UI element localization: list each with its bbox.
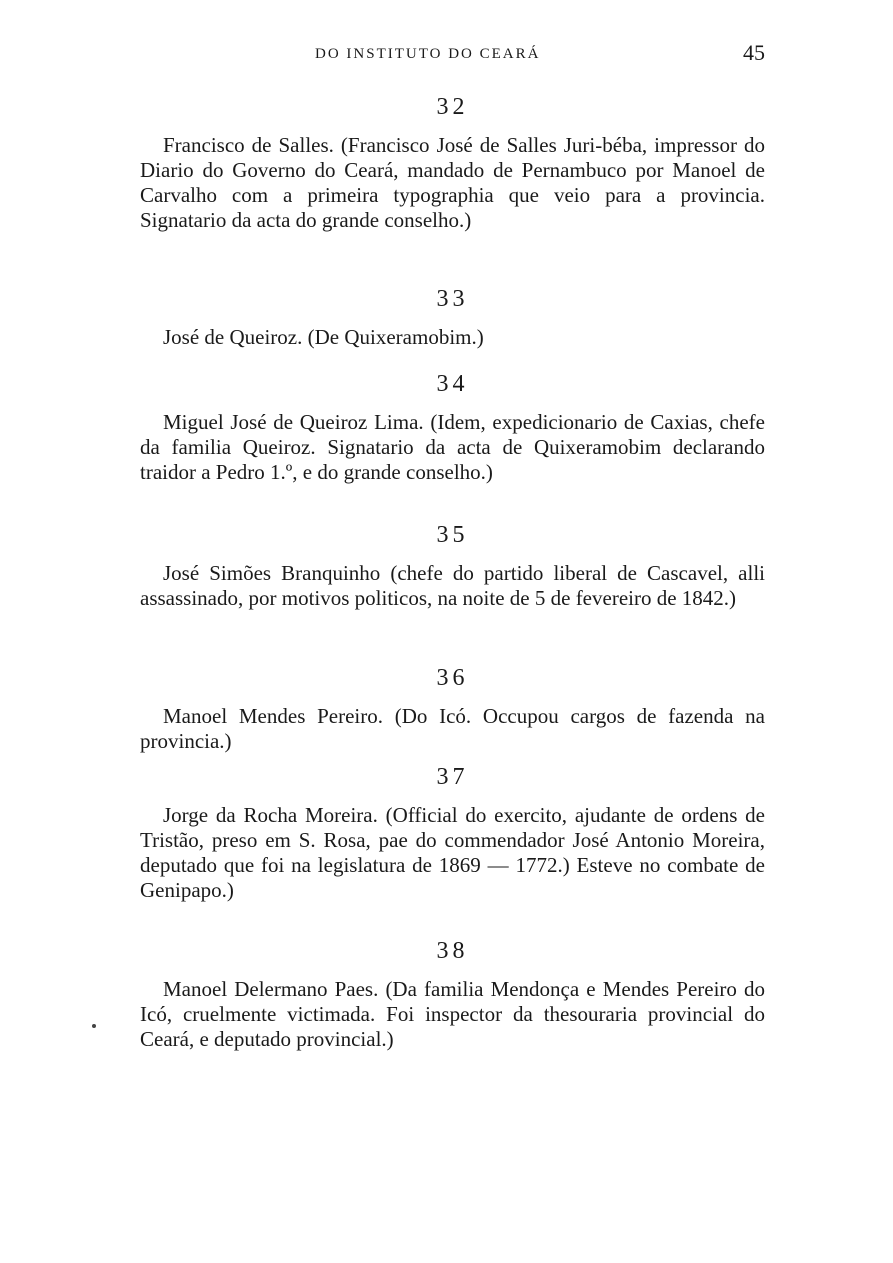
entry-33 <box>140 285 765 350</box>
entry-35 <box>140 521 765 611</box>
entry-37 <box>140 763 765 903</box>
entry-number: 35 <box>436 522 469 548</box>
entry-text: Miguel José de Queiroz Lima. (Idem, expedicionario de Caxias, chefe da familia Queiroz. Signatario da acta de Quixeramobim declarando traidor a Pedro 1.º, e do grande conselho.) <box>140 410 765 484</box>
entry-number: 38 <box>436 938 469 964</box>
entry-text: José de Queiroz. (De Quixeramobim.) <box>163 325 484 349</box>
margin-speck <box>92 1024 96 1028</box>
entry-number: 37 <box>436 764 469 790</box>
page-number: 45 <box>743 40 765 65</box>
entry-number: 33 <box>436 286 469 312</box>
entry-text: Manoel Mendes Pereiro. (Do Icó. Occupou cargos de fazenda na provincia.) <box>140 704 765 753</box>
entry-text: Manoel Delermano Paes. (Da familia Mendonça e Mendes Pereiro do Icó, cruelmente victimada. Foi inspector da thesouraria provincial do Ceará, e deputado provincial.) <box>140 977 765 1051</box>
entry-text: Jorge da Rocha Moreira. (Official do exercito, ajudante de ordens de Tristão, preso em S. Rosa, pae do commendador José Antonio Moreira, deputado que foi na legislatura de 1869 — 1772.) Esteve no combate de Genipapo.) <box>140 803 765 902</box>
running-head <box>140 40 765 70</box>
entry-number: 32 <box>436 94 469 120</box>
entry-32 <box>140 93 765 233</box>
entry-38 <box>140 937 765 1052</box>
entry-text: José Simões Branquinho (chefe do partido liberal de Cascavel, alli assassinado, por motivos politicos, na noite de 5 de fevereiro de 1842.) <box>140 561 765 610</box>
entry-number: 36 <box>436 665 469 691</box>
entry-text: Francisco de Salles. (Francisco José de Salles Juri-béba, impressor do Diario do Governo do Ceará, mandado de Pernambuco por Manoel de Carvalho com a primeira typographia que veio para a provincia. Signatario da acta do grande conselho.) <box>140 133 765 232</box>
running-title: DO INSTITUTO DO CEARÁ <box>315 46 541 62</box>
entry-34 <box>140 370 765 485</box>
entry-36 <box>140 664 765 754</box>
entry-number: 34 <box>436 371 469 397</box>
